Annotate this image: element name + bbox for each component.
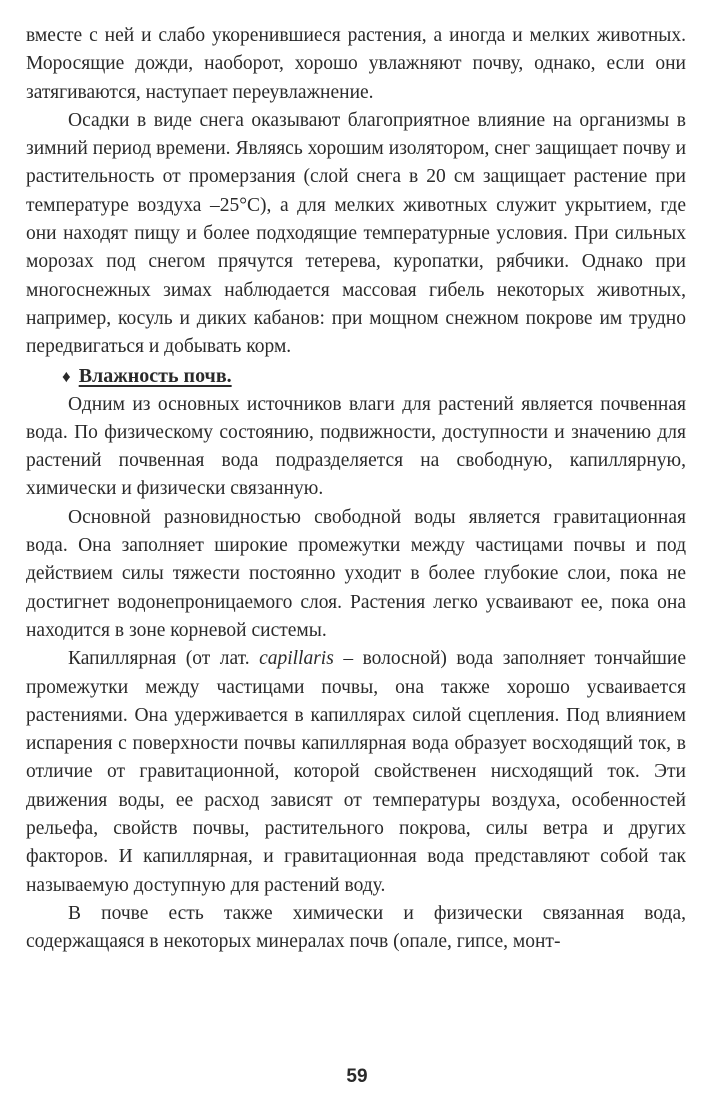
page-body — [26, 22, 686, 957]
paragraph-snow: Осадки в виде снега оказывают благоприятное влияние на организмы в зимний период времени. Являясь хорошим изолятором, снег защищает почву и растительность от промерзания (слой снега в 20 см защищает растение при температуре воздуха –25°С), а для мелких животных служит укрытием, где они находят пищу и более подходящие температурные условия. При сильных морозах под снегом прячутся тетерева, куропатки, рябчики. Однако при многоснежных зимах наблюдается массовая гибель некоторых животных, например, косуль и диких кабанов: при мощном снежном покрове им трудно передвигаться и добывать корм. — [26, 109, 686, 358]
diamond-bullet-icon: ♦ — [62, 366, 71, 386]
section-heading — [26, 362, 686, 391]
paragraph-gravitational-water: Основной разновидностью свободной воды является гравитационная вода. Она заполняет широкие промежутки между частицами почвы и под действием силы тяжести постоянно уходит в более глубокие слои, пока не достигнет водонепроницаемого слоя. Растения легко усваивают ее, пока она находится в зоне корневой системы. — [26, 506, 686, 641]
capillary-rest: – волосной) вода заполняет тончайшие промежутки между частицами почвы, она также хорошо усваивается растениями. Она удерживается в капиллярах силой сцепления. Под влиянием испарения с поверхности почвы капиллярная вода образует восходящий ток, в отличие от гравитационной, которой свойственен нисходящий ток. Эти движения воды, ее расход зависят от температуры воздуха, особенностей рельефа, свойств почвы, растительного покрова, силы ветра и других факторов. И капиллярная, и гравитационная вода представляют собой так называемую доступную для растений воду. — [26, 648, 686, 896]
paragraph-continuation: вместе с ней и слабо укоренившиеся растения, а иногда и мелких животных. Моросящие дожди, наоборот, хорошо увлажняют почву, однако, если они затягиваются, наступает переувлажнение. — [26, 25, 686, 103]
section-heading-title: Влажность почв. — [78, 364, 232, 387]
capillary-intro: Капиллярная (от лат. — [68, 648, 260, 670]
paragraph-soil-water: Одним из основных источников влаги для растений является почвенная вода. По физическому состоянию, подвижности, доступности и значению для растений почвенная вода подразделяется на свободную, капиллярную, химически и физически связанную. — [26, 393, 686, 500]
page-number: 59 — [346, 1066, 368, 1087]
latin-term: capillaris — [259, 648, 334, 670]
paragraph-capillary-water — [26, 645, 686, 900]
paragraph-bound-water: В почве есть также химически и физически связанная вода, содержащаяся в некоторых минералах почв (опале, гипсе, монт- — [26, 902, 686, 953]
